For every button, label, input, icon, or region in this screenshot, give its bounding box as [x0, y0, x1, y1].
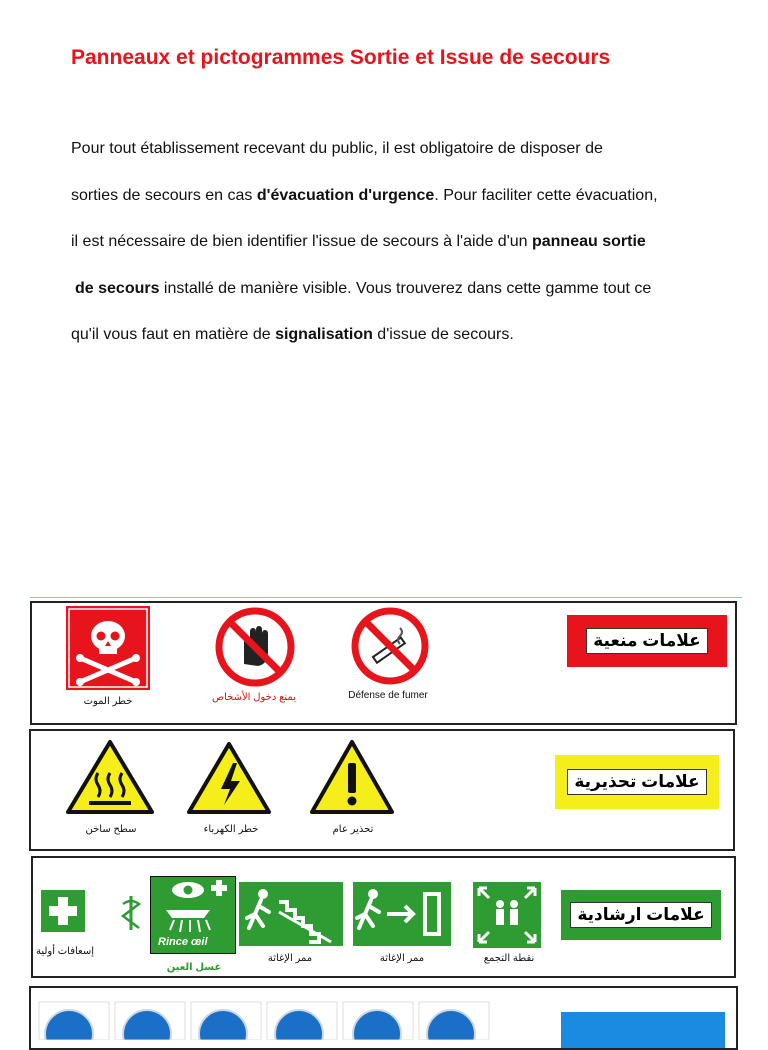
- warning-label-box: [555, 755, 719, 809]
- paragraph-text: Pour tout établissement recevant du public, il est obligatoire de disposer de: [71, 140, 603, 157]
- paragraph-line: [71, 219, 731, 266]
- caption: نقطة التجمع: [483, 953, 535, 964]
- first-aid-icon: [41, 888, 145, 936]
- caption: إسعافات أولية: [35, 946, 95, 957]
- paragraph-text: installé de manière visible. Vous trouverez dans cette gamme tout ce: [159, 279, 652, 297]
- paragraph-text: d'issue de secours.: [372, 326, 514, 343]
- paragraph-bold: panneau sortie: [531, 233, 646, 250]
- general-warning-icon: [309, 739, 395, 815]
- caption: ممر الإغاثة: [267, 953, 313, 964]
- caption: سطح ساخن: [85, 824, 137, 835]
- caption: غسل العين: [166, 962, 222, 973]
- prohibition-label: علامات منعية: [586, 628, 708, 654]
- paragraph-line: [71, 173, 731, 220]
- caption: Défense de fumer: [348, 690, 428, 701]
- mandatory-label-box: [561, 1012, 725, 1048]
- paragraph-text: il est nécessaire de bien identifier l'issue de secours à l'aide d'un: [71, 233, 532, 250]
- emergency-exit-icon: [353, 882, 451, 946]
- caption: ممر الإغاثة: [379, 953, 425, 964]
- paragraph-bold: signalisation: [275, 326, 373, 343]
- mandatory-signs-panel: [29, 986, 738, 1050]
- no-smoking-icon: [350, 606, 430, 686]
- caption: يمنع دخول الأشخاص: [212, 692, 296, 703]
- paragraph-text: . Pour faciliter cette évacuation,: [434, 186, 658, 204]
- skull-crossbones-icon: [66, 606, 150, 690]
- paragraph-line: [71, 266, 731, 313]
- eye-wash-icon: [150, 876, 236, 954]
- electric-hazard-icon: [186, 741, 272, 815]
- intro-paragraph: [71, 126, 731, 359]
- no-entry-hand-icon: [214, 606, 296, 688]
- label-background: [561, 1012, 725, 1048]
- paragraph-bold: d'évacuation d'urgence: [256, 186, 435, 204]
- warning-label: علامات تحذيرية: [567, 769, 706, 795]
- caption: خطر الموت: [83, 696, 133, 707]
- prohibition-label-box: [567, 615, 727, 667]
- prohibition-signs-panel: [30, 601, 737, 725]
- mandatory-sign-icon: [37, 1000, 497, 1040]
- rinse-label: Rince œil: [158, 936, 208, 948]
- paragraph-line: [71, 312, 731, 359]
- page-title: Panneaux et pictogrammes Sortie et Issue de secours: [71, 46, 611, 69]
- guidance-signs-panel: [31, 856, 736, 978]
- hot-surface-icon: [65, 739, 155, 815]
- caption: خطر الكهرباء: [203, 824, 259, 835]
- paragraph-line: [71, 126, 731, 173]
- paragraph-text: sorties de secours en cas: [71, 186, 257, 204]
- caption: تحذير عام: [332, 824, 374, 835]
- guidance-label: علامات ارشادية: [570, 902, 711, 928]
- emergency-stairs-icon: [239, 882, 343, 946]
- paragraph-text: qu'il vous faut en matière de: [71, 326, 276, 343]
- paragraph-bold: de secours: [75, 279, 160, 297]
- warning-signs-panel: [29, 729, 735, 851]
- divider-line: [30, 597, 742, 598]
- assembly-point-icon: [473, 882, 541, 948]
- guidance-label-box: [561, 890, 721, 940]
